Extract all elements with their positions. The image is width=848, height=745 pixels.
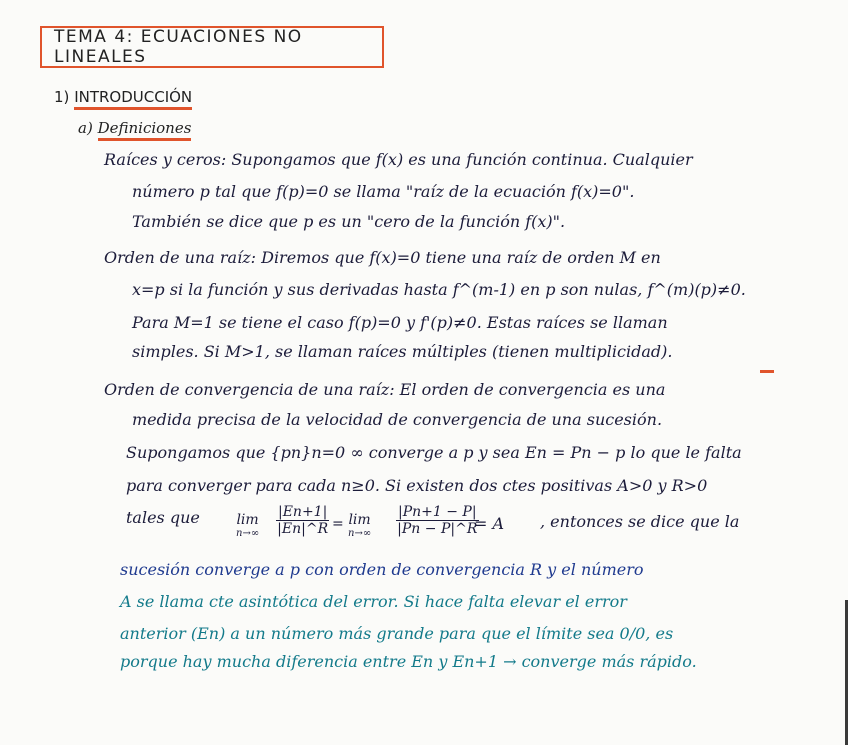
para1-line: También se dice que p es un "cero de la función f(x)". [132, 212, 566, 231]
subsection-title: Definiciones [98, 119, 192, 141]
section-heading [54, 88, 192, 106]
para3-line: medida precisa de la velocidad de convergencia de una sucesión. [132, 410, 663, 429]
para2-line: Para M=1 se tiene el caso f(p)=0 y f'(p)≠0. Estas raíces se llaman [132, 313, 668, 332]
para4-line: A se llama cte asintótica del error. Si hace falta elevar el error [120, 592, 627, 611]
formula-fraction-2: $\frac{|Pn+1 - P|}{|Pn - P|\^{}R}$ [397, 504, 478, 537]
para1-line: número p tal que f(p)=0 se llama "raíz de la ecuación f(x)=0". [132, 182, 635, 201]
para2-line: x=p si la función y sus derivadas hasta f^(m-1) en p son nulas, f^(m)(p)≠0. [132, 280, 746, 299]
para3-line: Orden de convergencia de una raíz: El orden de convergencia es una [104, 380, 666, 399]
subsection-label: a) [78, 119, 93, 137]
para3-line: tales que [126, 508, 200, 527]
formula-fraction-1: $\frac{|En+1|}{|En|\^{}R}$ [277, 504, 329, 537]
para3-line: Supongamos que {pn}n=0 ∞ converge a p y sea En = Pn − p lo que le falta [126, 443, 742, 462]
para2-line: Orden de una raíz: Diremos que f(x)=0 tiene una raíz de orden M en [104, 248, 661, 267]
para1-line: Raíces y ceros: Supongamos que f(x) es una función continua. Cualquier [104, 150, 693, 169]
section-number: 1) [54, 88, 70, 106]
formula-lim-2: lim n→∞ [348, 512, 372, 539]
para4-line: anterior (En) a un número más grande para que el límite sea 0/0, es [120, 624, 674, 643]
para4-line: porque hay mucha diferencia entre En y En+1 → converge más rápido. [120, 652, 697, 671]
formula-equals: = [332, 516, 344, 532]
formula-result: = A [474, 514, 505, 533]
page-title: TEMA 4: ECUACIONES NO LINEALES [40, 26, 384, 68]
red-dash-mark [760, 370, 774, 373]
formula-tail: , entonces se dice que la [540, 512, 740, 531]
para3-line: para converger para cada n≥0. Si existen dos ctes positivas A>0 y R>0 [126, 476, 708, 495]
para2-line: simples. Si M>1, se llaman raíces múltiples (tienen multiplicidad). [132, 342, 673, 361]
section-title: INTRODUCCIÓN [74, 88, 192, 110]
subsection-heading [78, 119, 191, 137]
para4-line: sucesión converge a p con orden de convergencia R y el número [120, 560, 644, 579]
formula-lim-1: lim n→∞ [236, 512, 260, 539]
